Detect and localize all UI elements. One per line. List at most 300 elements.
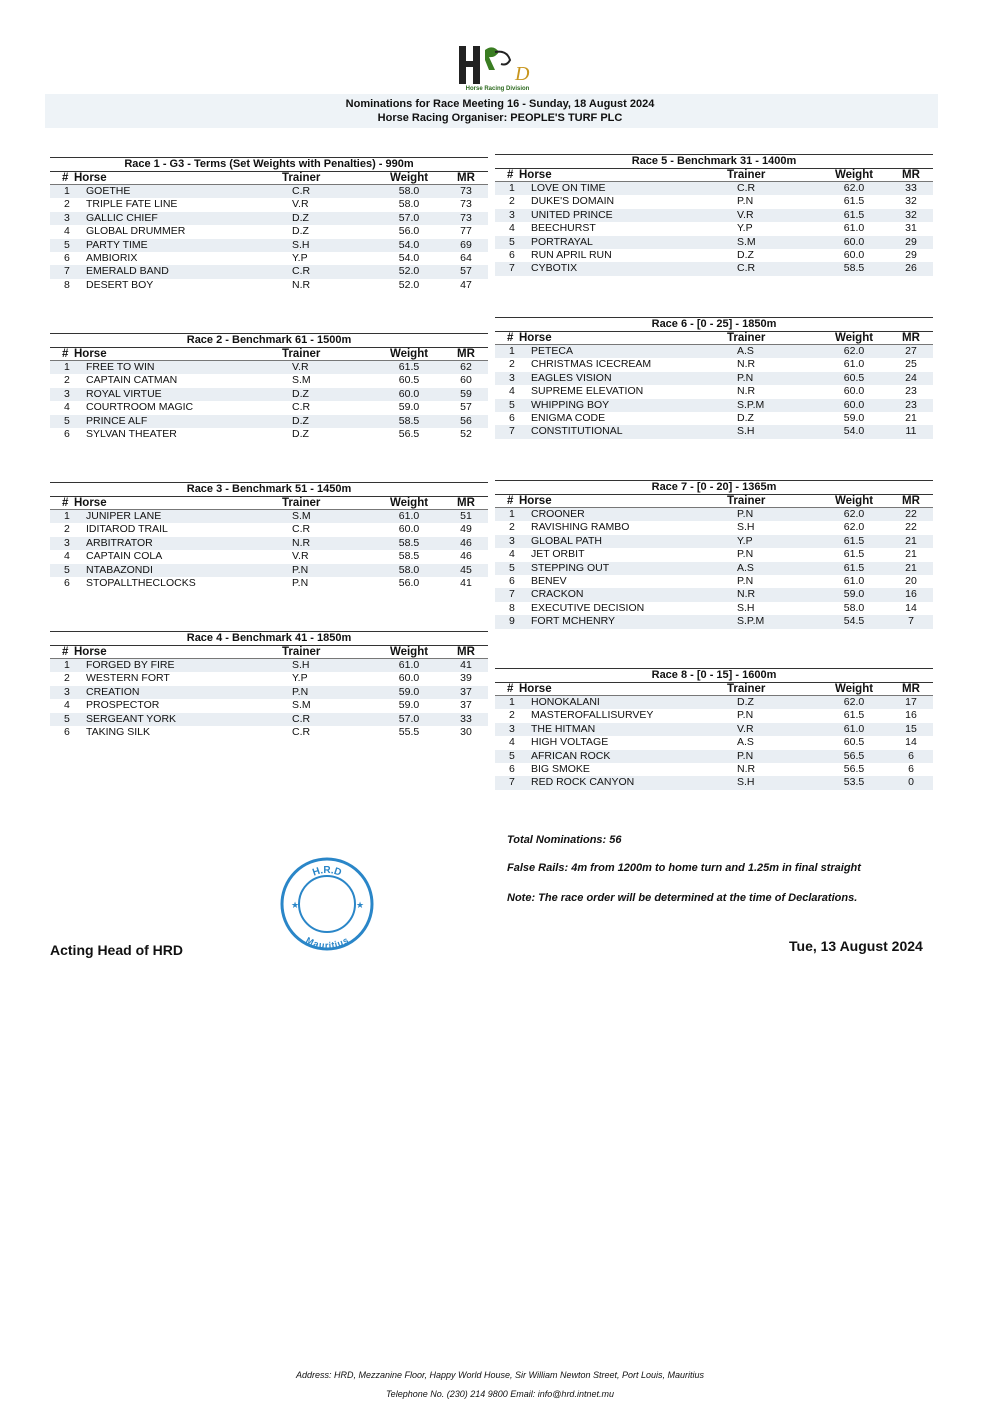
trainer: P.N: [292, 563, 309, 576]
horse-name: PROSPECTOR: [86, 699, 160, 712]
horse-name: RUN APRIL RUN: [531, 248, 612, 261]
race-title: Race 3 - Benchmark 51 - 1450m: [50, 482, 488, 497]
table-row: [50, 428, 488, 441]
table-row: [495, 209, 933, 222]
column-header-trainer: Trainer: [727, 683, 766, 695]
horse-name: PRINCE ALF: [86, 414, 148, 427]
horse-name: PORTRAYAL: [531, 235, 593, 248]
trainer: V.R: [292, 550, 309, 563]
merit-rating: 29: [905, 235, 917, 248]
merit-rating: 27: [905, 345, 917, 357]
weight: 59.0: [843, 411, 865, 424]
trainer: D.Z: [737, 248, 754, 261]
race-table-1: [50, 157, 488, 292]
merit-rating: 62: [460, 361, 472, 373]
runner-number: 7: [509, 262, 515, 275]
trainer: V.R: [737, 722, 754, 735]
runner-number: 3: [509, 534, 515, 547]
weight: 62.0: [843, 508, 865, 520]
weight: 54.0: [398, 238, 420, 251]
table-header: [495, 495, 933, 508]
runner-number: 2: [509, 195, 515, 208]
race-table-2: [50, 333, 488, 441]
weight: 59.0: [398, 699, 420, 712]
column-header-mr: MR: [902, 169, 920, 181]
horse-name: STOPALLTHECLOCKS: [86, 576, 196, 589]
trainer: N.R: [737, 358, 756, 371]
table-row: [495, 358, 933, 371]
table-row: [50, 659, 488, 672]
table-row: [495, 236, 933, 249]
weight: 54.5: [843, 615, 865, 628]
table-row: [50, 239, 488, 252]
trainer: S.H: [737, 601, 755, 614]
trainer: C.R: [292, 185, 311, 197]
horse-name: BEECHURST: [531, 222, 596, 235]
merit-rating: 7: [908, 615, 914, 628]
weight: 60.0: [843, 235, 865, 248]
runner-number: 3: [64, 387, 70, 400]
runner-number: 7: [509, 425, 515, 438]
trainer: D.Z: [292, 427, 309, 440]
race-table-3: [50, 482, 488, 590]
table-row: [50, 577, 488, 590]
trainer: P.N: [292, 685, 309, 698]
trainer: S.H: [737, 521, 755, 534]
merit-rating: 47: [460, 278, 472, 291]
horse-name: PARTY TIME: [86, 238, 148, 251]
table-row: [50, 374, 488, 387]
horse-name: ROYAL VIRTUE: [86, 387, 162, 400]
weight: 59.0: [398, 401, 420, 414]
horse-name: JET ORBIT: [531, 548, 585, 561]
runner-number: 4: [64, 699, 70, 712]
table-row: [50, 699, 488, 712]
trainer: N.R: [292, 278, 311, 291]
column-header-num: #: [62, 497, 69, 509]
race-title: Race 7 - [0 - 20] - 1365m: [495, 480, 933, 495]
table-row: [50, 415, 488, 428]
merit-rating: 57: [460, 265, 472, 278]
merit-rating: 11: [905, 425, 917, 438]
horse-name: CAPTAIN COLA: [86, 550, 163, 563]
merit-rating: 69: [460, 238, 472, 251]
trainer: D.Z: [292, 414, 309, 427]
column-header-mr: MR: [457, 348, 475, 360]
table-row: [50, 726, 488, 739]
merit-rating: 73: [460, 198, 472, 211]
column-header-horse: Horse: [74, 497, 107, 509]
merit-rating: 26: [905, 262, 917, 275]
merit-rating: 22: [905, 521, 917, 534]
horse-name: CAPTAIN CATMAN: [86, 374, 178, 387]
race-title: Race 6 - [0 - 25] - 1850m: [495, 317, 933, 332]
weight: 55.5: [398, 725, 420, 738]
column-header-horse: Horse: [74, 348, 107, 360]
table-row: [495, 575, 933, 588]
trainer: A.S: [737, 561, 754, 574]
table-body: [495, 345, 933, 439]
table-row: [495, 412, 933, 425]
stamp-top-text: H.R.D: [311, 865, 343, 879]
column-header-mr: MR: [457, 172, 475, 184]
runner-number: 1: [64, 510, 70, 522]
weight: 57.0: [398, 712, 420, 725]
table-row: [50, 225, 488, 238]
trainer: C.R: [292, 523, 311, 536]
weight: 60.0: [843, 398, 865, 411]
runner-number: 6: [509, 762, 515, 775]
runner-number: 3: [509, 208, 515, 221]
horse-name: STEPPING OUT: [531, 561, 610, 574]
horse-name: CONSTITUTIONAL: [531, 425, 623, 438]
trainer: C.R: [737, 262, 756, 275]
table-row: [50, 361, 488, 374]
column-header-trainer: Trainer: [727, 169, 766, 181]
column-header-weight: Weight: [389, 348, 429, 360]
merit-rating: 45: [460, 563, 472, 576]
horse-name: EAGLES VISION: [531, 371, 612, 384]
weight: 53.5: [843, 776, 865, 789]
weight: 62.0: [843, 696, 865, 708]
weight: 61.0: [398, 510, 420, 522]
trainer: S.H: [292, 238, 310, 251]
trainer: D.Z: [292, 387, 309, 400]
race-order-note: Note: The race order will be determined at the time of Declarations.: [507, 892, 858, 904]
weight: 60.0: [843, 248, 865, 261]
trainer: N.R: [737, 588, 756, 601]
column-header-num: #: [62, 348, 69, 360]
column-header-horse: Horse: [519, 169, 552, 181]
merit-rating: 21: [905, 548, 917, 561]
weight: 62.0: [843, 182, 865, 194]
weight: 62.0: [843, 521, 865, 534]
weight: 58.5: [398, 550, 420, 563]
weight: 60.0: [398, 672, 420, 685]
trainer: Y.P: [292, 251, 308, 264]
table-row: [50, 713, 488, 726]
column-header-horse: Horse: [519, 683, 552, 695]
column-header-num: #: [62, 646, 69, 658]
merit-rating: 49: [460, 523, 472, 536]
trainer: S.H: [737, 776, 755, 789]
hrd-logo-mark: [455, 40, 540, 88]
horse-name: CREATION: [86, 685, 140, 698]
trainer: S.H: [737, 425, 755, 438]
false-rails-note: False Rails: 4m from 1200m to home turn and 1.25m in final straight: [507, 862, 861, 874]
trainer: S.M: [292, 510, 311, 522]
column-header-weight: Weight: [834, 683, 874, 695]
merit-rating: 73: [460, 211, 472, 224]
weight: 61.0: [843, 358, 865, 371]
merit-rating: 59: [460, 387, 472, 400]
trainer: S.P.M: [737, 615, 765, 628]
table-row: [495, 588, 933, 601]
column-header-horse: Horse: [74, 172, 107, 184]
column-header-weight: Weight: [834, 495, 874, 507]
weight: 62.0: [843, 345, 865, 357]
weight: 61.0: [843, 222, 865, 235]
horse-name: SUPREME ELEVATION: [531, 385, 644, 398]
runner-number: 5: [509, 235, 515, 248]
table-header: [50, 497, 488, 510]
column-header-horse: Horse: [519, 332, 552, 344]
trainer: D.Z: [737, 411, 754, 424]
trainer: A.S: [737, 345, 754, 357]
race-table-8: [495, 668, 933, 790]
horse-name: UNITED PRINCE: [531, 208, 613, 221]
merit-rating: 41: [460, 576, 472, 589]
trainer: D.Z: [737, 696, 754, 708]
trainer: A.S: [737, 736, 754, 749]
race-table-5: [495, 154, 933, 276]
hrd-stamp: [278, 855, 376, 953]
weight: 60.0: [843, 385, 865, 398]
merit-rating: 73: [460, 185, 472, 197]
column-header-weight: Weight: [389, 172, 429, 184]
table-row: [495, 709, 933, 722]
table-row: [495, 615, 933, 628]
trainer: P.N: [737, 749, 754, 762]
runner-number: 2: [64, 672, 70, 685]
weight: 60.0: [398, 523, 420, 536]
runner-number: 3: [64, 685, 70, 698]
runner-number: 4: [509, 548, 515, 561]
race-table-4: [50, 631, 488, 739]
merit-rating: 57: [460, 401, 472, 414]
runner-number: 8: [64, 278, 70, 291]
horse-name: GLOBAL PATH: [531, 534, 602, 547]
table-row: [50, 686, 488, 699]
runner-number: 4: [509, 736, 515, 749]
trainer: Y.P: [737, 534, 753, 547]
runner-number: 7: [509, 588, 515, 601]
table-row: [495, 222, 933, 235]
table-row: [50, 198, 488, 211]
weight: 57.0: [398, 211, 420, 224]
horse-name: LOVE ON TIME: [531, 182, 606, 194]
column-header-trainer: Trainer: [282, 172, 321, 184]
column-header-mr: MR: [457, 497, 475, 509]
runner-number: 5: [64, 414, 70, 427]
horse-name: FREE TO WIN: [86, 361, 155, 373]
horse-name: CROONER: [531, 508, 585, 520]
runner-number: 1: [509, 508, 515, 520]
weight: 61.5: [843, 548, 865, 561]
table-row: [495, 262, 933, 275]
meeting-title: Nominations for Race Meeting 16 - Sunday, 18 August 2024: [345, 98, 655, 110]
merit-rating: 41: [460, 659, 472, 671]
organiser-title: Horse Racing Organiser: PEOPLE'S TURF PLC: [377, 112, 623, 124]
runner-number: 5: [509, 398, 515, 411]
weight: 58.0: [398, 563, 420, 576]
runner-number: 1: [509, 696, 515, 708]
race-title: Race 1 - G3 - Terms (Set Weights with Penalties) - 990m: [50, 157, 488, 172]
runner-number: 1: [64, 659, 70, 671]
weight: 56.0: [398, 225, 420, 238]
trainer: P.N: [737, 574, 754, 587]
horse-name: DUKE'S DOMAIN: [531, 195, 615, 208]
table-row: [495, 345, 933, 358]
table-row: [495, 399, 933, 412]
runner-number: 5: [509, 749, 515, 762]
merit-rating: 23: [905, 398, 917, 411]
merit-rating: 21: [905, 561, 917, 574]
stamp-bottom-text: Mauritius: [304, 935, 351, 951]
merit-rating: 46: [460, 550, 472, 563]
trainer: P.N: [737, 709, 754, 722]
trainer: V.R: [737, 208, 754, 221]
weight: 61.5: [843, 561, 865, 574]
hrd-logo: [455, 40, 540, 95]
weight: 61.5: [843, 195, 865, 208]
horse-name: BENEV: [531, 574, 567, 587]
table-row: [50, 523, 488, 536]
horse-name: PETECA: [531, 345, 574, 357]
horse-name: MASTEROFALLISURVEY: [531, 709, 654, 722]
weight: 56.5: [843, 749, 865, 762]
footer-address: Address: HRD, Mezzanine Floor, Happy World House, Sir William Newton Street, Port Louis, Mauritius: [295, 1370, 705, 1380]
horse-name: TAKING SILK: [86, 725, 150, 738]
merit-rating: 39: [460, 672, 472, 685]
horse-name: FORT MCHENRY: [531, 615, 616, 628]
table-row: [50, 279, 488, 292]
table-row: [495, 562, 933, 575]
column-header-mr: MR: [902, 683, 920, 695]
stamp-star-icon: ★: [291, 900, 300, 910]
svg-text:D: D: [515, 63, 530, 85]
trainer: S.H: [292, 659, 310, 671]
table-row: [50, 388, 488, 401]
table-row: [50, 672, 488, 685]
stamp-star-icon: ★: [356, 900, 365, 910]
merit-rating: 21: [905, 534, 917, 547]
table-header: [50, 646, 488, 659]
table-row: [495, 750, 933, 763]
trainer: P.N: [737, 508, 754, 520]
column-header-horse: Horse: [74, 646, 107, 658]
merit-rating: 22: [905, 508, 917, 520]
weight: 56.5: [398, 427, 420, 440]
merit-rating: 37: [460, 685, 472, 698]
horse-name: WESTERN FORT: [86, 672, 170, 685]
column-header-num: #: [507, 683, 514, 695]
merit-rating: 16: [905, 588, 917, 601]
table-row: [495, 508, 933, 521]
column-header-mr: MR: [902, 495, 920, 507]
column-header-weight: Weight: [834, 169, 874, 181]
merit-rating: 0: [908, 776, 914, 789]
table-row: [50, 265, 488, 278]
runner-number: 4: [64, 225, 70, 238]
merit-rating: 30: [460, 725, 472, 738]
horse-name: WHIPPING BOY: [531, 398, 610, 411]
runner-number: 4: [64, 550, 70, 563]
weight: 61.5: [398, 361, 420, 373]
runner-number: 3: [509, 722, 515, 735]
runner-number: 2: [509, 709, 515, 722]
weight: 61.0: [398, 659, 420, 671]
table-body: [50, 361, 488, 441]
horse-name: EXECUTIVE DECISION: [531, 601, 645, 614]
runner-number: 3: [64, 536, 70, 549]
merit-rating: 33: [460, 712, 472, 725]
horse-name: GOETHE: [86, 185, 131, 197]
runner-number: 6: [509, 411, 515, 424]
runner-number: 4: [64, 401, 70, 414]
weight: 58.0: [843, 601, 865, 614]
merit-rating: 46: [460, 536, 472, 549]
merit-rating: 23: [905, 385, 917, 398]
table-row: [50, 185, 488, 198]
trainer: P.N: [737, 371, 754, 384]
merit-rating: 20: [905, 574, 917, 587]
weight: 54.0: [398, 251, 420, 264]
horse-name: IDITAROD TRAIL: [86, 523, 168, 536]
weight: 61.5: [843, 709, 865, 722]
race-table-7: [495, 480, 933, 629]
table-body: [50, 510, 488, 590]
table-row: [50, 564, 488, 577]
merit-rating: 25: [905, 358, 917, 371]
table-row: [495, 182, 933, 195]
trainer: S.M: [737, 235, 756, 248]
horse-name: CHRISTMAS ICECREAM: [531, 358, 652, 371]
runner-number: 2: [64, 374, 70, 387]
table-row: [495, 535, 933, 548]
table-row: [495, 372, 933, 385]
weight: 52.0: [398, 265, 420, 278]
merit-rating: 31: [905, 222, 917, 235]
trainer: N.R: [292, 536, 311, 549]
table-row: [495, 763, 933, 776]
svg-text:Mauritius: [304, 935, 350, 950]
trainer: C.R: [292, 725, 311, 738]
weight: 61.0: [843, 722, 865, 735]
trainer: Y.P: [292, 672, 308, 685]
weight: 54.0: [843, 425, 865, 438]
merit-rating: 51: [460, 510, 472, 522]
weight: 56.0: [398, 576, 420, 589]
table-row: [50, 550, 488, 563]
horse-name: SERGEANT YORK: [86, 712, 177, 725]
column-header-horse: Horse: [519, 495, 552, 507]
merit-rating: 77: [460, 225, 472, 238]
table-header: [495, 683, 933, 696]
runner-number: 6: [64, 251, 70, 264]
table-body: [495, 508, 933, 629]
merit-rating: 14: [905, 736, 917, 749]
horse-name: COURTROOM MAGIC: [86, 401, 194, 414]
table-body: [495, 182, 933, 276]
weight: 61.5: [843, 534, 865, 547]
trainer: C.R: [737, 182, 756, 194]
trainer: D.Z: [292, 211, 309, 224]
runner-number: 2: [509, 521, 515, 534]
table-row: [50, 252, 488, 265]
merit-rating: 32: [905, 208, 917, 221]
merit-rating: 16: [905, 709, 917, 722]
merit-rating: 37: [460, 699, 472, 712]
weight: 58.5: [398, 414, 420, 427]
column-header-mr: MR: [902, 332, 920, 344]
merit-rating: 60: [460, 374, 472, 387]
weight: 58.5: [843, 262, 865, 275]
trainer: D.Z: [292, 225, 309, 238]
trainer: V.R: [292, 198, 309, 211]
trainer: C.R: [292, 712, 311, 725]
total-nominations: Total Nominations: 56: [507, 834, 622, 846]
